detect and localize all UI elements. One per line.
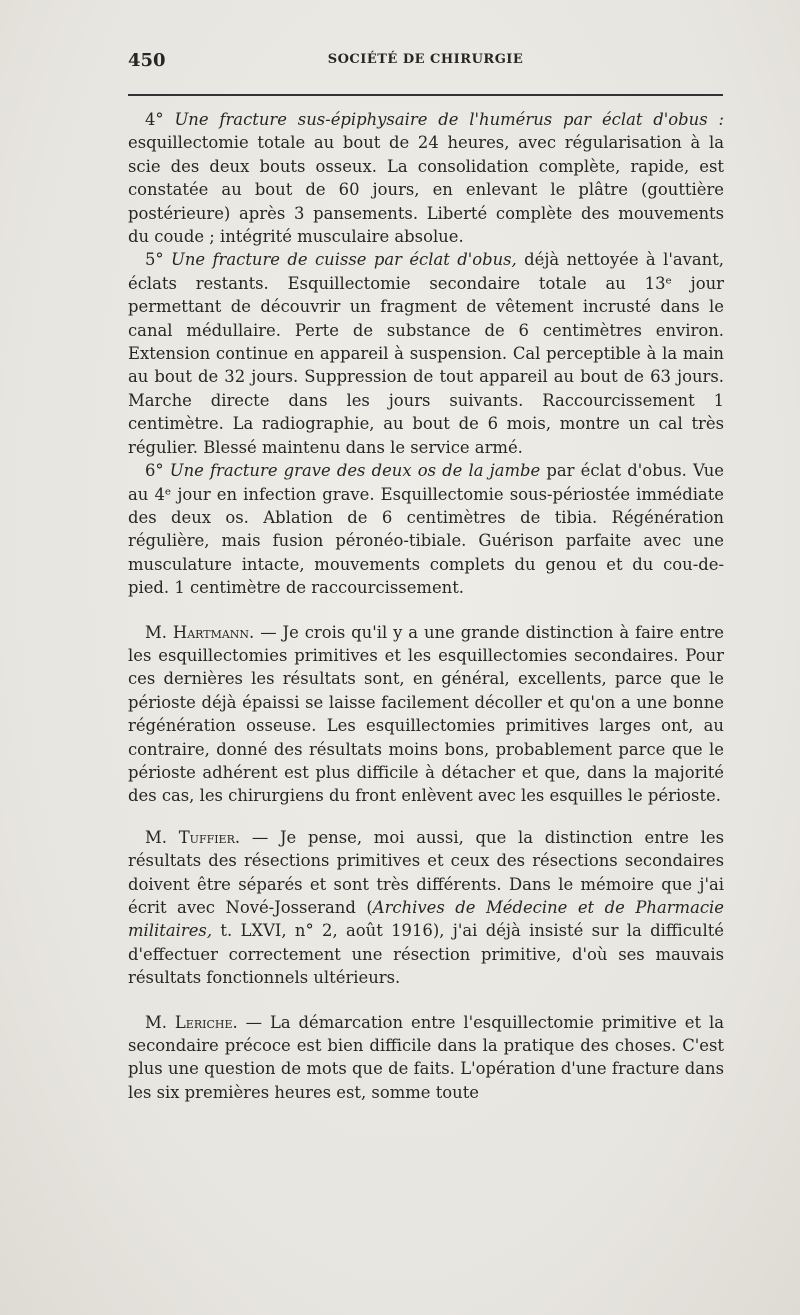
case-5-title: Une fracture de cuisse par éclat d'obus, xyxy=(171,250,517,270)
case-4-title: Une fracture sus-épiphysaire de l'humérus par éclat d'obus : xyxy=(174,110,724,129)
tuffier-text-before: — Je pense, moi aussi, que la distinction entre les résultats des résections primitives et ceux des résections secondaires doivent être séparés et sont très différents. Dans le mémoire que j'ai écrit avec Nové-Josserand ( xyxy=(128,827,724,917)
tuffier-text-after: t. LXVI, n° 2, août 1916), j'ai déjà insisté sur la difficulté d'effectuer correctement une résection primitive, d'où ses mauvais résultats fonctionnels ultérieurs. xyxy=(128,921,724,988)
tuffier-journal: Archives de Médecine et de Pharmacie militaires, xyxy=(128,898,724,941)
leriche-remark xyxy=(128,1011,724,1105)
hartmann-remark xyxy=(128,621,724,808)
case-6-text: par éclat d'obus. Vue au 4ᵉ jour en infection grave. Esquillectomie sous-périostée immédiate des deux os. Ablation de 6 centimètres de tibia. Régénération régulière, mais fusion péronéo-tibiale. Guérison parfaite avec une musculature intacte, mouvements complets du genou et du cou-de-pied. 1 centimètre de raccourcissement. xyxy=(128,461,725,598)
case-6-title: Une fracture grave des deux os de la jambe xyxy=(169,461,541,481)
leriche-text: — La démarcation entre l'esquillectomie primitive et la secondaire précoce est bien difficile dans la pratique des choses. C'est plus une question de mots que de faits. L'opération d'une fracture dans les six premières heures est, somme toute xyxy=(128,1012,725,1102)
case-6-paragraph xyxy=(128,459,724,599)
page-number: 450 xyxy=(128,50,166,71)
case-4-number: 4° xyxy=(145,110,164,129)
case-5-text: déjà nettoyée à l'avant, éclats restants. Esquillectomie secondaire totale au 13ᵉ jour permettant de découvrir un fragment de vêtement incrusté dans le canal médullaire. Perte de substance de 6 centimètres environ. Extension continue en appareil à suspension. Cal perceptible à la main au bout de 32 jours. Suppression de tout appareil au bout de 63 jours. Marche directe dans les jours suivants. Raccourcissement 1 centimètre. La radiographie, au bout de 6 mois, montre un cal très régulier. Blessé maintenu dans le service armé. xyxy=(128,250,724,457)
case-4-paragraph xyxy=(128,108,724,248)
running-head: SOCIÉTÉ DE CHIRURGIE xyxy=(327,52,524,67)
page-header xyxy=(128,50,723,76)
tuffier-remark xyxy=(128,826,724,990)
hartmann-speaker: M. Hartmann. xyxy=(145,622,255,642)
header-rule xyxy=(128,94,723,96)
case-4-text: esquillectomie totale au bout de 24 heures, avec régularisation à la scie des deux bouts osseux. La consolidation complète, rapide, est constatée au bout de 60 jours, en enlevant le plâtre (gouttière postérieure) après 3 pansements. Liberté complète des mouvements du coude ; intégrité musculaire absolue. xyxy=(128,133,724,247)
case-6-number: 6° xyxy=(145,461,164,481)
hartmann-text: — Je crois qu'il y a une grande distinction à faire entre les esquillectomies primitives et les esquillectomies secondaires. Pour ces dernières les résultats sont, en général, excellents, parce que le périoste déjà épaissi se laisse facilement décoller et qu'on a une bonne régénération osseuse. Les esquillectomies primitives larges ont, au contraire, donné des résultats moins bons, probablement parce que le périoste adhérent est plus difficile à détacher et que, dans la majorité des cas, les chirurgiens du front enlèvent avec les esquilles le périoste. xyxy=(128,622,724,806)
case-5-number: 5° xyxy=(145,250,164,270)
article-body xyxy=(128,108,724,1104)
case-5-paragraph xyxy=(128,248,724,459)
leriche-speaker: M. Leriche. xyxy=(145,1012,238,1032)
tuffier-speaker: M. Tuffier. xyxy=(145,827,241,847)
